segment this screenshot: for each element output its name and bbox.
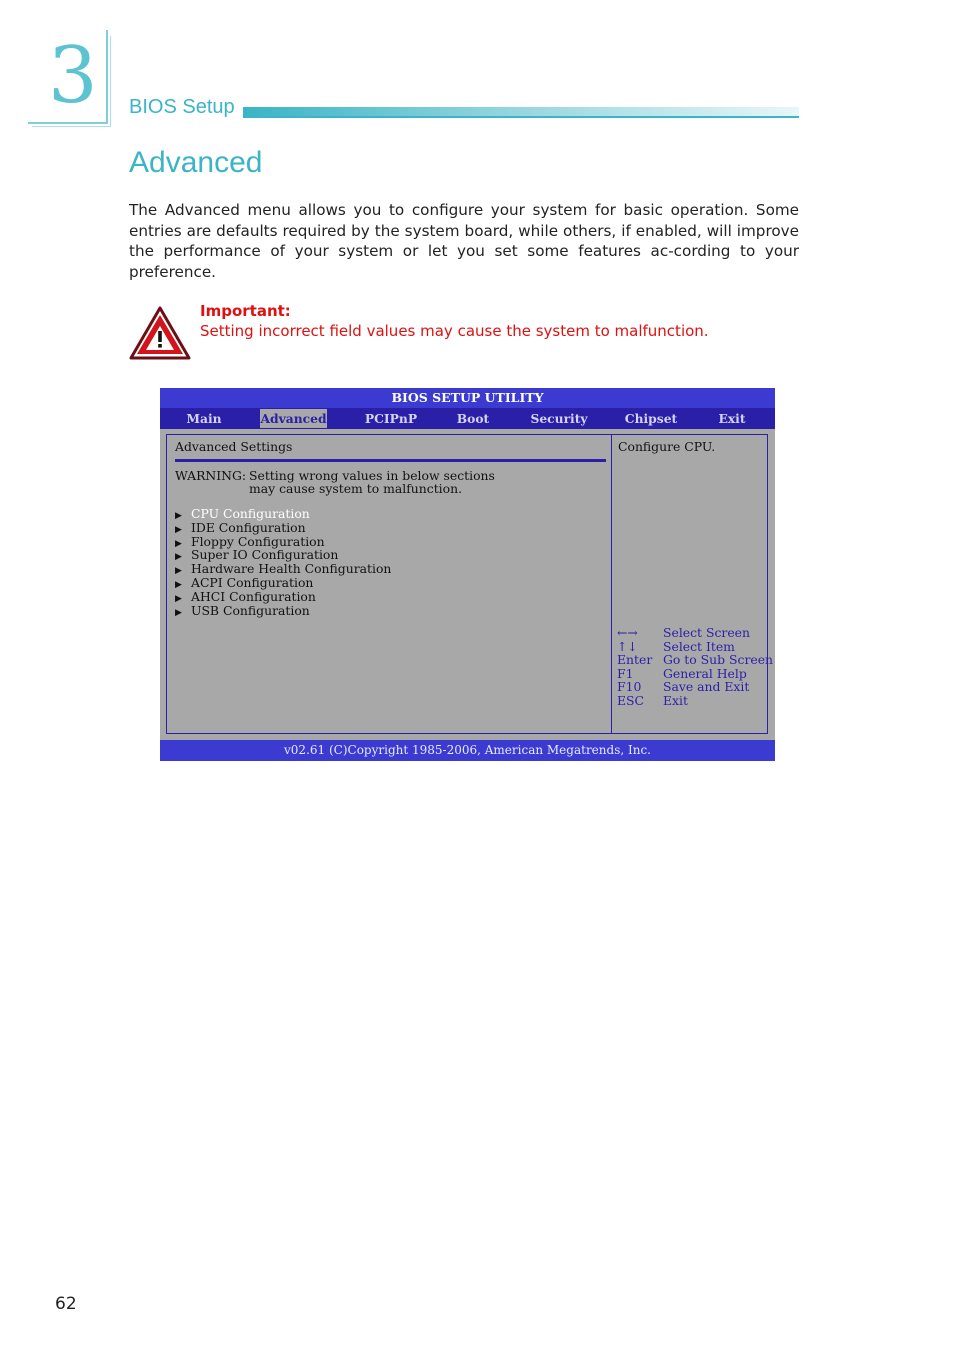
bios-title-bar: BIOS SETUP UTILITY (160, 388, 775, 408)
submenu-arrow-icon: ▶ (175, 552, 182, 563)
menu-item-label: AHCI Configuration (191, 588, 316, 604)
menu-item-ide-configuration[interactable] (175, 521, 391, 535)
menu-item-label: Floppy Configuration (191, 533, 325, 549)
tab-boot[interactable]: Boot (456, 411, 490, 426)
page-title: Advanced (129, 146, 263, 179)
submenu-arrow-icon: ▶ (175, 593, 182, 604)
key-name: F10 (617, 679, 642, 695)
menu-item-ahci-configuration[interactable] (175, 590, 391, 604)
menu-item-super-io-configuration[interactable] (175, 548, 391, 562)
key-action: Select Screen (663, 625, 750, 640)
tab-chipset[interactable]: Chipset (624, 411, 678, 426)
submenu-arrow-icon: ▶ (175, 579, 182, 590)
bios-help-panel (611, 434, 774, 734)
key-action: Select Item (663, 638, 735, 654)
key-row (617, 640, 773, 654)
key-name: ←→ (617, 625, 638, 640)
tab-security[interactable]: Security (530, 411, 588, 426)
submenu-arrow-icon: ▶ (175, 607, 182, 618)
key-legend (617, 626, 773, 708)
key-action: General Help (663, 665, 747, 681)
bios-settings-panel (166, 434, 611, 734)
tab-main[interactable]: Main (186, 411, 222, 426)
submenu-arrow-icon: ▶ (175, 524, 182, 535)
key-row (617, 667, 773, 681)
key-row (617, 626, 773, 640)
bios-tab-bar (160, 408, 775, 429)
intro-paragraph: The Advanced menu allows you to configure your system for basic operation. Some entries are defaults required by the system board, while others, if enabled, will improve the performance of your system or let you set some features ac-cording to your preference. (129, 201, 799, 281)
tab-exit[interactable]: Exit (718, 411, 746, 426)
key-row (617, 680, 773, 694)
menu-item-label: Super IO Configuration (191, 547, 339, 563)
tab-pcipnp[interactable]: PCIPnP (364, 411, 418, 426)
help-text: Configure CPU. (618, 439, 716, 454)
key-name: Enter (617, 652, 653, 668)
submenu-list (175, 507, 391, 617)
menu-item-usb-configuration[interactable] (175, 604, 391, 618)
section-bar (243, 107, 799, 116)
section-label: BIOS Setup (129, 96, 235, 118)
key-name: F1 (617, 665, 634, 681)
key-row (617, 694, 773, 708)
panel-heading: Advanced Settings (175, 439, 293, 454)
key-name: ↑↓ (617, 638, 638, 654)
submenu-arrow-icon: ▶ (175, 566, 182, 577)
submenu-arrow-icon: ▶ (175, 538, 182, 549)
menu-item-acpi-configuration[interactable] (175, 576, 391, 590)
menu-item-label: Hardware Health Configuration (191, 561, 392, 577)
bios-screenshot (160, 388, 775, 761)
warning-icon (129, 306, 191, 360)
warning-line-1: Setting wrong values in below sections (249, 468, 495, 483)
menu-item-floppy-configuration[interactable] (175, 535, 391, 549)
bios-footer: v02.61 (C)Copyright 1985-2006, American Megatrends, Inc. (160, 740, 775, 761)
menu-item-label: USB Configuration (191, 602, 310, 618)
menu-item-hardware-health-configuration[interactable] (175, 562, 391, 576)
warning-line-2: may cause system to malfunction. (249, 481, 463, 496)
menu-item-label: ACPI Configuration (191, 574, 314, 590)
key-row (617, 653, 773, 667)
important-text: Setting incorrect field values may cause the system to malfunction. (200, 322, 709, 340)
key-action: Exit (663, 692, 688, 708)
panel-divider (175, 459, 606, 462)
key-action: Save and Exit (663, 679, 750, 695)
submenu-arrow-icon: ▶ (175, 511, 182, 521)
important-title: Important: (200, 302, 291, 320)
tab-advanced[interactable]: Advanced (260, 411, 327, 426)
page-number: 62 (55, 1294, 77, 1314)
key-name: ESC (617, 692, 645, 708)
warning-label: WARNING: (175, 468, 247, 483)
menu-item-cpu-configuration[interactable] (175, 507, 391, 521)
menu-item-label: IDE Configuration (191, 519, 306, 535)
menu-item-label: CPU Configuration (191, 506, 310, 521)
key-action: Go to Sub Screen (663, 652, 774, 668)
chapter-number: 3 (48, 31, 98, 121)
